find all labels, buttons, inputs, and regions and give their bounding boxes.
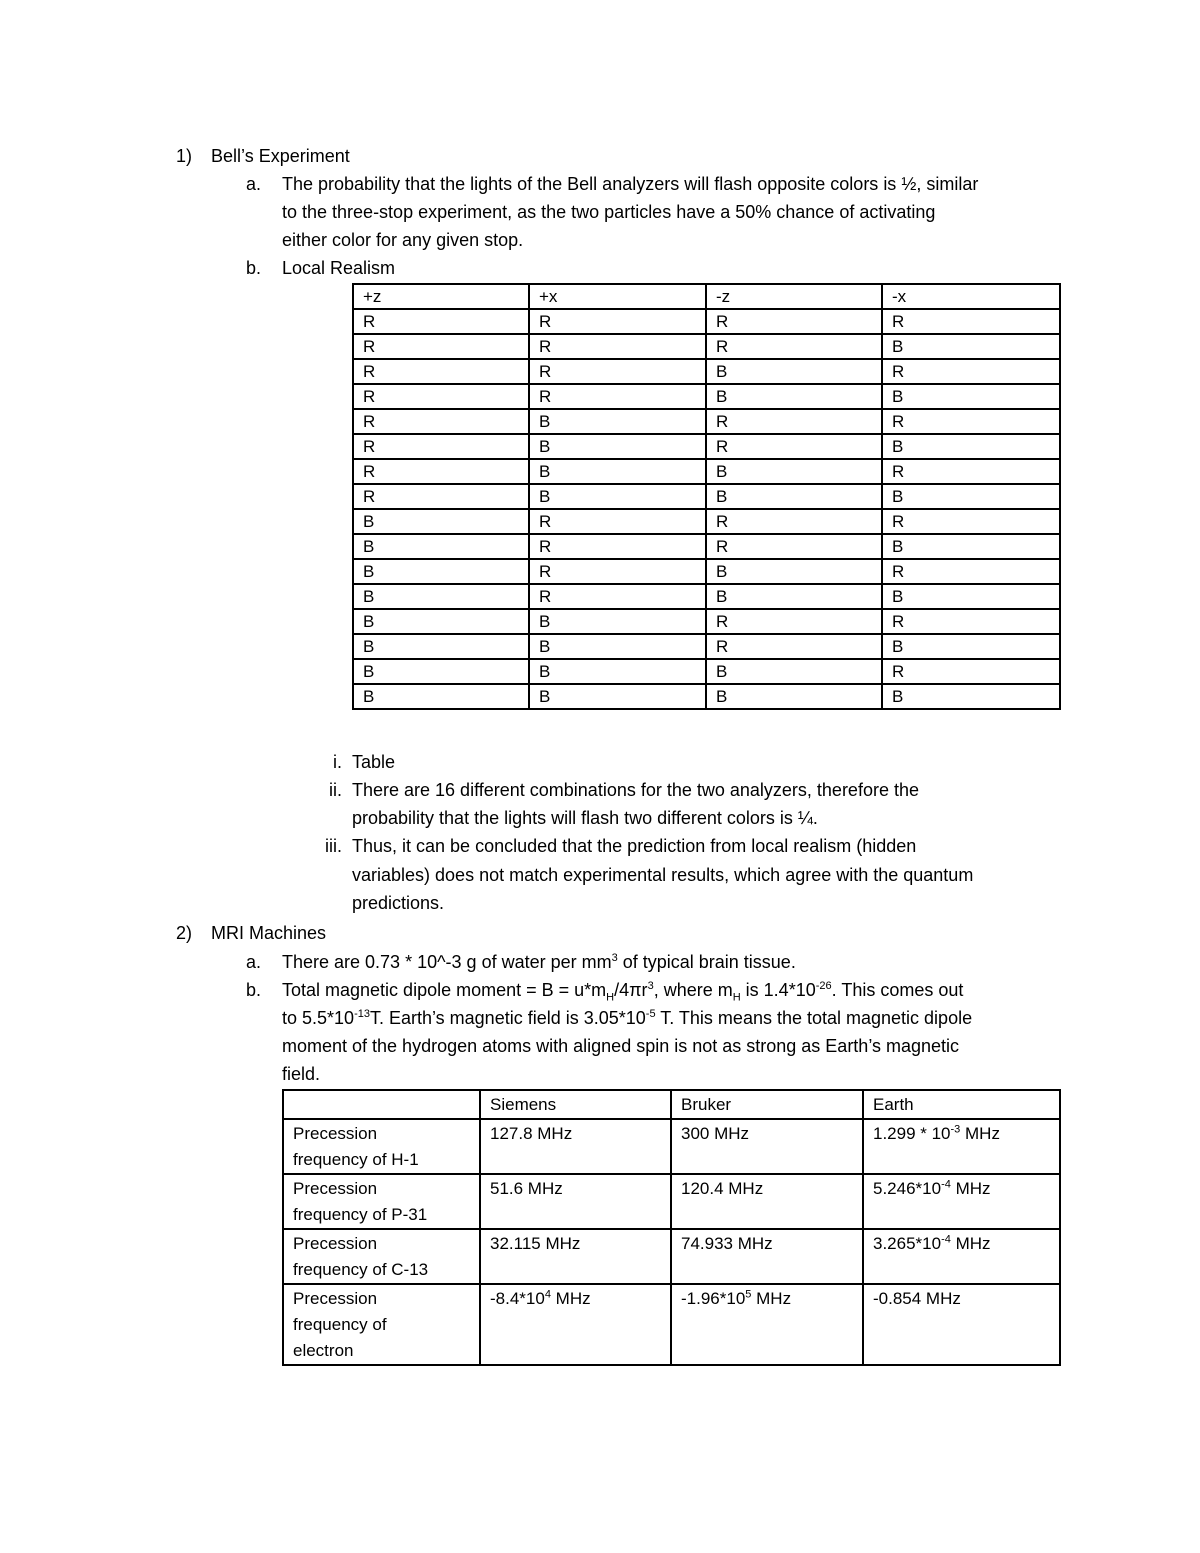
mri-cell-bruker: 300 MHz [671,1119,863,1174]
value-exponent: 4 [544,1288,551,1301]
bell-table-cell: R [529,509,706,534]
q1a-line-3: either color for any given stop. [282,230,524,250]
q2b-l1-sub2: H [732,991,741,1004]
bell-table-cell: B [353,584,529,609]
q2b-l1-sup1: 3 [647,980,654,992]
q2b-l1-sup2: -26 [815,980,832,992]
bell-table-cell: B [529,459,706,484]
mri-table-row [283,1284,1060,1365]
mri-table-header-cell: Siemens [480,1090,671,1119]
q2b-line-4: field. [282,1064,321,1084]
bell-table-cell: R [529,584,706,609]
bell-table-row [353,409,1060,434]
mri-row-label [283,1174,480,1229]
bell-table-header-cell: +x [529,284,706,309]
q2b-l1-c: , where m [653,980,733,1000]
bell-table-header-cell: -x [882,284,1060,309]
q1b-ii-line-1: There are 16 different combinations for the two analyzers, therefore the [352,780,919,800]
bell-table-cell: R [706,634,882,659]
q2b-l2-b: T. Earth’s magnetic field is 3.05*10 [369,1008,646,1028]
q1-title: Bell’s Experiment [211,146,350,166]
bell-table-header-row [353,284,1060,309]
bell-table-cell: B [706,559,882,584]
bell-table-cell: R [706,309,882,334]
bell-table-cell: R [353,459,529,484]
bell-table-cell: B [706,659,882,684]
bell-table-cell: B [706,384,882,409]
bell-table-header-cell: +z [353,284,529,309]
bell-table-cell: B [529,484,706,509]
bell-table-cell: R [882,459,1060,484]
q1a-marker: a. [246,174,262,194]
bell-table-cell: R [882,609,1060,634]
mri-row-label [283,1119,480,1174]
q2b-l1-sub1: H [606,991,615,1004]
mri-row-label-line: frequency of [293,1315,387,1334]
bell-table-cell: B [353,559,529,584]
mri-table-header-cell: Bruker [671,1090,863,1119]
bell-table-cell: B [706,584,882,609]
bell-table-cell: B [353,509,529,534]
bell-table-cell: B [706,359,882,384]
bell-table-cell: B [882,384,1060,409]
mri-cell-earth: -0.854 MHz [863,1284,1060,1365]
mri-table-row [283,1229,1060,1284]
bell-table-cell: B [529,634,706,659]
bell-table-cell: B [353,684,529,709]
bell-table-cell: B [882,484,1060,509]
value-unit: MHz [550,1289,591,1308]
bell-table-cell: B [882,434,1060,459]
bell-table-row [353,334,1060,359]
q2b-l2-sup1: -13 [354,1008,370,1020]
mri-cell-siemens: 127.8 MHz [480,1119,671,1174]
bell-table-cell: R [882,309,1060,334]
q1b-iii-line-1: Thus, it can be concluded that the prediction from local realism (hidden [352,836,917,856]
bell-table-row [353,384,1060,409]
bell-table-cell: R [353,359,529,384]
bell-table-cell: R [353,484,529,509]
bell-table-row [353,359,1060,384]
bell-table-cell: B [706,684,882,709]
q2b-l2-a: to 5.5*10 [282,1008,355,1028]
q1b-title: Local Realism [282,258,396,278]
bell-table-cell: R [706,334,882,359]
q2-number: 2) [176,923,193,943]
bell-table-cell: B [353,634,529,659]
q2a-text [282,948,796,976]
q1b-ii-line-2: probability that the lights will flash two different colors is ¼. [352,808,818,828]
mri-row-label-line: Precession [293,1179,378,1198]
q2b-l1-e: . This comes out [831,980,964,1000]
bell-table-cell: B [706,484,882,509]
mri-row-label-line: Precession [293,1234,378,1253]
mri-cell-bruker: 74.933 MHz [671,1229,863,1284]
bell-table-cell: B [529,684,706,709]
bell-table-cell: R [529,359,706,384]
bell-combinations-table [352,283,1061,710]
bell-table-row [353,534,1060,559]
bell-table-cell: R [353,334,529,359]
mri-row-label [283,1284,480,1365]
bell-table-row [353,584,1060,609]
bell-table-cell: B [529,409,706,434]
bell-table-row [353,609,1060,634]
bell-table-cell: R [529,309,706,334]
q2-title: MRI Machines [211,923,327,943]
bell-table-cell: R [706,609,882,634]
bell-table-cell: B [882,684,1060,709]
mri-table-header-row [283,1090,1060,1119]
bell-table-cell: B [706,459,882,484]
bell-table-cell: B [353,609,529,634]
mri-table-header-cell: Earth [863,1090,1060,1119]
value-base: 5.246*10 [873,1179,942,1198]
bell-table-cell: R [529,559,706,584]
mri-cell-bruker: 120.4 MHz [671,1174,863,1229]
bell-table-cell: R [882,359,1060,384]
q2b-l1-a: Total magnetic dipole moment = B = u*m [282,980,607,1000]
q1b-iii-line-3: predictions. [352,893,445,913]
bell-table-cell: R [353,434,529,459]
mri-cell-earth [863,1174,1060,1229]
mri-table-row [283,1119,1060,1174]
bell-table-cell: R [882,559,1060,584]
bell-table-cell: B [529,434,706,459]
q2b-l1-d: is 1.4*10 [740,980,816,1000]
q2a-marker: a. [246,952,262,972]
bell-table-cell: R [529,384,706,409]
bell-table-row [353,434,1060,459]
value-unit: MHz [950,1234,991,1253]
bell-table-row [353,484,1060,509]
value-unit: MHz [960,1124,1000,1143]
mri-row-label-line: Precession [293,1124,378,1143]
mri-table-row [283,1174,1060,1229]
bell-table-row [353,559,1060,584]
bell-table-cell: B [353,534,529,559]
bell-table-cell: R [882,659,1060,684]
bell-table-cell: R [353,409,529,434]
bell-table-row [353,684,1060,709]
mri-precession-table [282,1089,1061,1366]
value-base: -1.96*10 [681,1289,746,1308]
mri-cell-siemens [480,1284,671,1365]
bell-table-cell: R [706,534,882,559]
q2b-l2-c: T. This means the total magnetic dipole [655,1008,973,1028]
q2b-line-3: moment of the hydrogen atoms with aligned spin is not as strong as Earth’s magnetic [282,1036,960,1056]
value-base: -8.4*10 [490,1289,545,1308]
bell-table-cell: R [529,534,706,559]
bell-table-cell: R [706,409,882,434]
bell-table-cell: R [353,384,529,409]
mri-row-label-line: frequency of P-31 [293,1205,428,1224]
mri-row-label-line: Precession [293,1289,378,1308]
mri-row-label-line: frequency of C-13 [293,1260,429,1279]
value-unit: MHz [950,1179,991,1198]
bell-table-row [353,309,1060,334]
q2b-line-1 [282,976,963,1004]
value-exponent: 5 [745,1288,752,1301]
mri-row-label [283,1229,480,1284]
mri-table-header-cell [283,1090,480,1119]
bell-table-cell: R [882,509,1060,534]
bell-table-cell: R [706,434,882,459]
value-base: 1.299 * 10 [873,1124,951,1143]
bell-table-cell: B [529,659,706,684]
q2b-l2-sup2: -5 [645,1008,656,1020]
q2b-marker: b. [246,980,262,1000]
bell-table-row [353,659,1060,684]
bell-table-cell: R [529,334,706,359]
bell-table-cell: B [882,334,1060,359]
bell-table-cell: R [706,509,882,534]
bell-table-cell: R [353,309,529,334]
mri-row-label-line: electron [293,1341,354,1360]
value-exponent: -4 [941,1233,951,1246]
mri-cell-earth [863,1119,1060,1174]
bell-table-row [353,509,1060,534]
bell-table-header-cell: -z [706,284,882,309]
bell-table-cell: B [882,634,1060,659]
bell-table-cell: B [882,534,1060,559]
bell-table-cell: R [882,409,1060,434]
q1b-iii-line-2: variables) does not match experimental results, which agree with the quantum [352,865,974,885]
bell-table-cell: B [353,659,529,684]
q2a-text-post: of typical brain tissue. [617,952,796,972]
value-unit: MHz [751,1289,792,1308]
q1b-ii-marker: ii. [329,780,342,800]
value-exponent: -3 [950,1123,961,1136]
mri-cell-siemens: 32.115 MHz [480,1229,671,1284]
value-exponent: -4 [941,1178,951,1191]
mri-cell-earth [863,1229,1060,1284]
bell-table-cell: B [882,584,1060,609]
q1-number: 1) [176,146,193,166]
bell-table-cell: B [529,609,706,634]
q1b-i-text: Table [352,752,396,772]
mri-cell-bruker [671,1284,863,1365]
q2b-line-2 [282,1004,972,1032]
value-base: 3.265*10 [873,1234,942,1253]
bell-table-row [353,634,1060,659]
q1a-line-1: The probability that the lights of the Bell analyzers will flash opposite colors is ½, similar [282,174,979,194]
q2b-l1-b: /4πr [614,980,648,1000]
q2a-text-pre: There are 0.73 * 10^-3 g of water per mm [282,952,612,972]
bell-table-row [353,459,1060,484]
mri-row-label-line: frequency of H-1 [293,1150,419,1169]
q1b-marker: b. [246,258,262,278]
q2a-sup: 3 [611,952,618,964]
q1a-line-2: to the three-stop experiment, as the two particles have a 50% chance of activating [282,202,936,222]
q1b-i-marker: i. [333,752,342,772]
mri-cell-siemens: 51.6 MHz [480,1174,671,1229]
q1b-iii-marker: iii. [325,836,342,856]
